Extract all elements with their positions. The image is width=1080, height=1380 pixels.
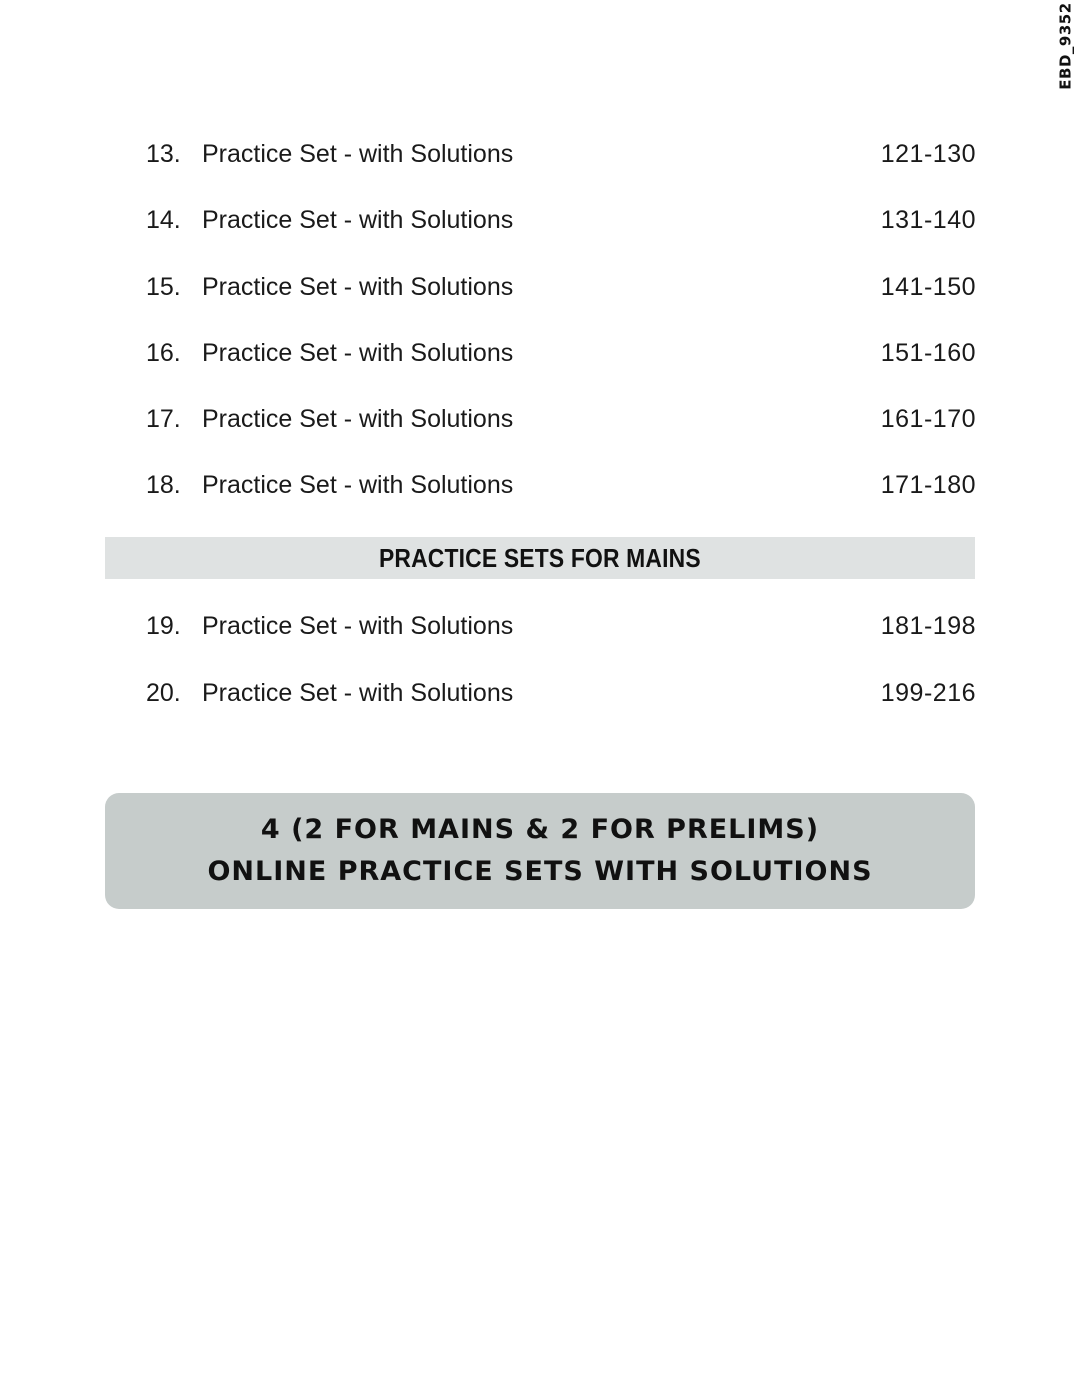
toc-entry-15[interactable] bbox=[146, 267, 976, 307]
toc-entry-number: 14. bbox=[146, 206, 181, 234]
toc-entry-20[interactable] bbox=[146, 673, 976, 713]
toc-entry-number: 16. bbox=[146, 339, 181, 367]
toc-entry-title: Practice Set - with Solutions bbox=[202, 679, 514, 707]
toc-entry-pages: 161-170 bbox=[880, 405, 976, 433]
toc-entry-pages: 141-150 bbox=[880, 273, 976, 301]
toc-entry-pages: 151-160 bbox=[880, 339, 976, 367]
toc-entry-14[interactable] bbox=[146, 200, 976, 240]
document-code: EBD_9352 bbox=[1057, 2, 1076, 90]
toc-entry-pages: 131-140 bbox=[880, 206, 976, 234]
document-code-margin bbox=[1056, 0, 1076, 92]
online-box-line-1: 4 (2 FOR MAINS & 2 FOR PRELIMS) bbox=[260, 814, 820, 845]
toc-entry-pages: 121-130 bbox=[880, 140, 976, 168]
online-practice-sets-box bbox=[105, 793, 975, 909]
toc-entry-16[interactable] bbox=[146, 333, 976, 373]
toc-entry-number: 18. bbox=[146, 471, 181, 499]
toc-entry-title: Practice Set - with Solutions bbox=[202, 206, 514, 234]
toc-entry-pages: 171-180 bbox=[880, 471, 976, 499]
toc-entry-title: Practice Set - with Solutions bbox=[202, 471, 514, 499]
toc-entry-pages: 181-198 bbox=[880, 612, 976, 640]
toc-entry-title: Practice Set - with Solutions bbox=[202, 140, 514, 168]
toc-entry-pages: 199-216 bbox=[880, 679, 976, 707]
toc-entry-number: 20. bbox=[146, 679, 181, 707]
toc-entry-title: Practice Set - with Solutions bbox=[202, 405, 514, 433]
toc-entry-17[interactable] bbox=[146, 399, 976, 439]
toc-entry-13[interactable] bbox=[146, 134, 976, 174]
toc-entry-18[interactable] bbox=[146, 465, 976, 505]
mains-section-heading: PRACTICE SETS FOR MAINS bbox=[379, 542, 701, 573]
toc-entry-number: 15. bbox=[146, 273, 181, 301]
mains-section-heading-band bbox=[105, 537, 975, 579]
online-box-line-2: ONLINE PRACTICE SETS WITH SOLUTIONS bbox=[207, 856, 873, 887]
toc-entry-number: 13. bbox=[146, 140, 181, 168]
toc-entry-19[interactable] bbox=[146, 606, 976, 646]
toc-entry-title: Practice Set - with Solutions bbox=[202, 273, 514, 301]
toc-entry-title: Practice Set - with Solutions bbox=[202, 339, 514, 367]
toc-entry-title: Practice Set - with Solutions bbox=[202, 612, 514, 640]
toc-entry-number: 19. bbox=[146, 612, 181, 640]
toc-entry-number: 17. bbox=[146, 405, 181, 433]
